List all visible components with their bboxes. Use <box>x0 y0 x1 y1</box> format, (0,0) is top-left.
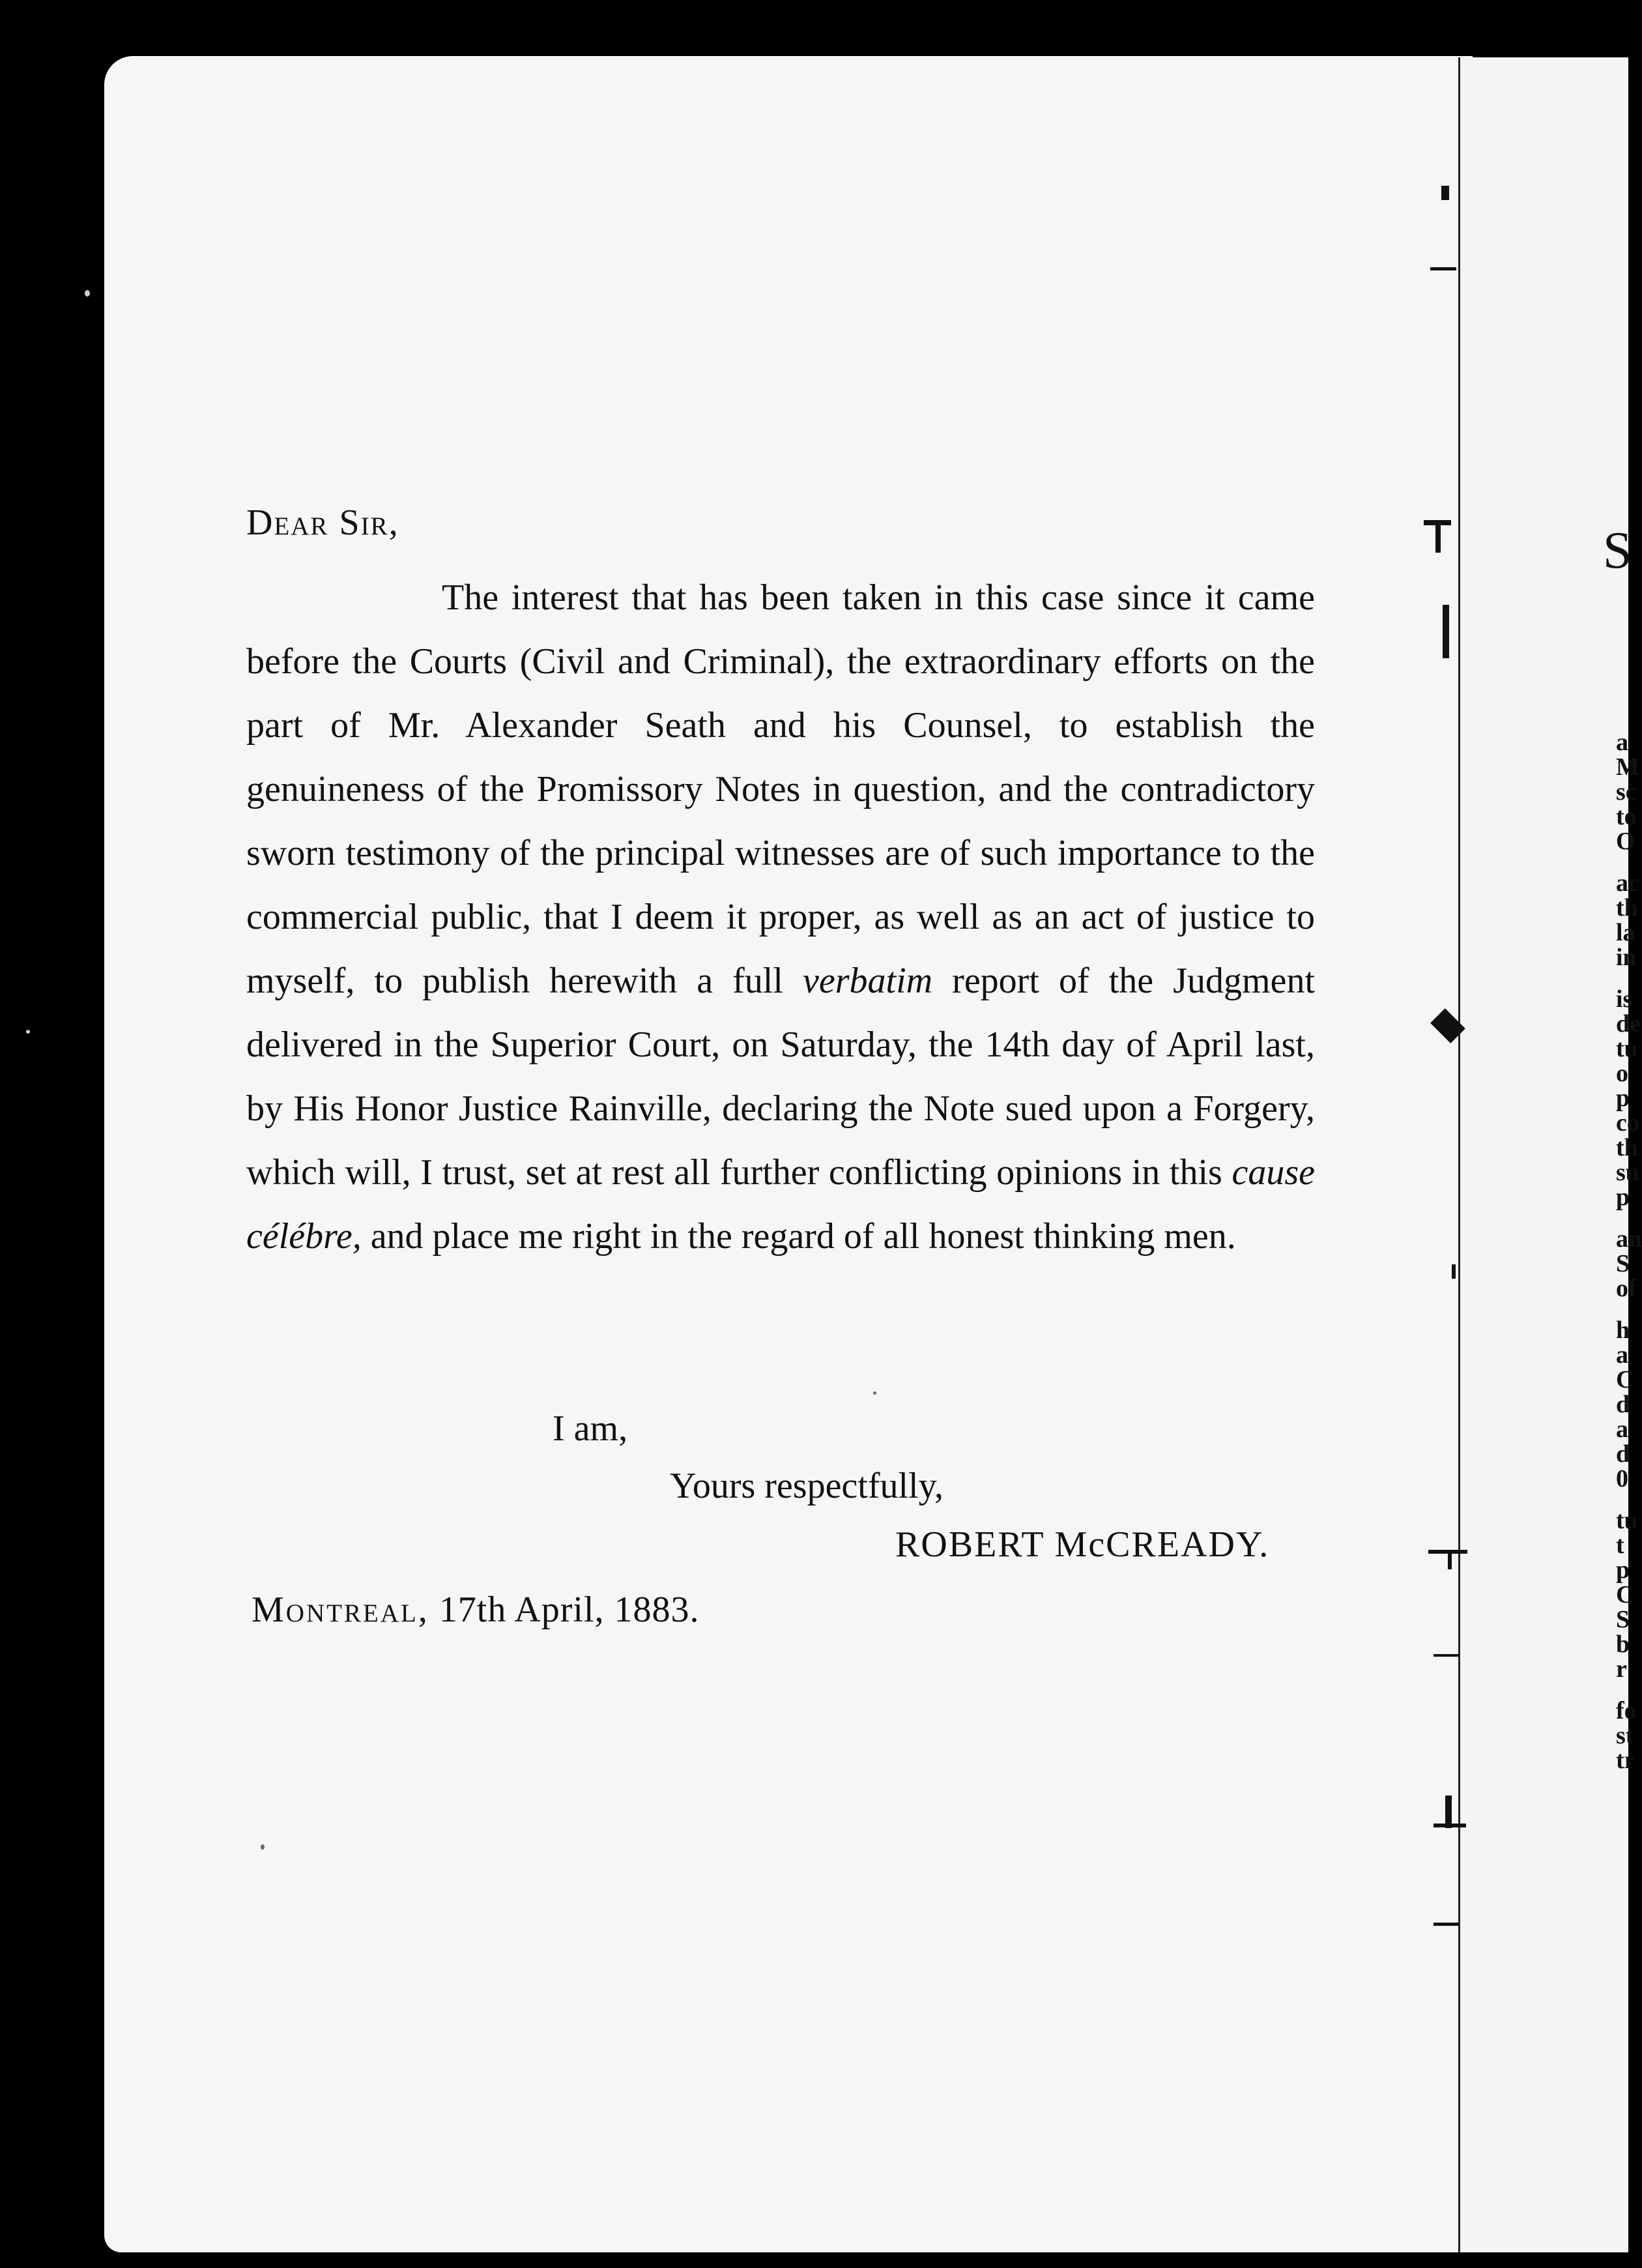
adjacent-page-edge <box>1458 57 1628 2252</box>
gutter-mark <box>1433 1654 1460 1657</box>
paper-speck <box>261 1844 265 1850</box>
adjacent-page-fragment: o <box>1616 1060 1628 1087</box>
adjacent-page-fragment: t <box>1616 1532 1624 1559</box>
adjacent-page-large-letter: S <box>1603 522 1632 579</box>
gutter-mark <box>1452 1264 1456 1279</box>
adjacent-page-fragment: tu <box>1616 1507 1638 1534</box>
adjacent-page-fragment: p <box>1616 1084 1630 1112</box>
letter-body <box>246 566 1315 1268</box>
gutter-mark <box>1443 605 1449 658</box>
adjacent-page-fragment: O <box>1616 828 1635 855</box>
gutter-mark <box>1430 267 1456 270</box>
adjacent-page-fragment: tu <box>1616 1035 1638 1062</box>
body-italic-verbatim: verbatim <box>803 961 933 1001</box>
adjacent-page-text-fragments <box>1616 730 1642 1773</box>
adjacent-page-fragment: th <box>1616 894 1638 922</box>
adjacent-page-fragment: an <box>1616 1225 1642 1253</box>
adjacent-page-fragment: S <box>1616 1606 1630 1633</box>
gutter-mark <box>1441 186 1449 200</box>
adjacent-page-fragment: la <box>1616 919 1635 946</box>
adjacent-page-fragment: C <box>1616 1366 1634 1393</box>
adjacent-page-fragment: to <box>1616 803 1637 830</box>
adjacent-page-fragment: fo <box>1616 1697 1637 1724</box>
body-text-2: report of the Judgment delivered in the Superior Court, on Saturday, the 14th day of April last, by His Honor Justice Rainville, declaring the Note sued upon a Forgery, which will, I trust, set at rest all further conflicting opinions in this <box>246 961 1316 1193</box>
adjacent-page-fragment: p <box>1616 1184 1630 1211</box>
closing-i-am: I am, <box>553 1408 628 1449</box>
dateline <box>252 1589 699 1631</box>
adjacent-page-fragment: tr <box>1616 1747 1635 1774</box>
adjacent-page-fragment: M <box>1616 753 1639 781</box>
adjacent-page-fragment: a <box>1616 1341 1628 1369</box>
adjacent-page-fragment: su <box>1616 1159 1639 1186</box>
adjacent-page-fragment: in <box>1616 944 1637 971</box>
date-place: Montreal, <box>252 1590 429 1630</box>
gutter-mark <box>1433 1824 1466 1827</box>
adjacent-page-fragment: de <box>1616 1010 1641 1038</box>
body-text-3: and place me right in the regard of all honest thinking men. <box>361 1216 1236 1257</box>
adjacent-page-fragment: d <box>1616 1391 1630 1418</box>
adjacent-page-fragment: a <box>1616 729 1628 756</box>
adjacent-page-fragment: p <box>1616 1556 1630 1584</box>
adjacent-page-fragment: a <box>1616 1416 1628 1443</box>
adjacent-page-fragment: sc <box>1616 778 1637 806</box>
body-text-1: The interest that has been taken in this case since it came before the Courts (Civil and Criminal), the extraordinary efforts on the part of Mr. Alexander Seath and his Counsel, to establish the genuineness of the Promissory Notes in question, and the contradictory sworn testimony of the principal witnesses are of such importance to the commercial public, that I deem it proper, as well as an act of justice to myself, to publish herewith a full <box>246 577 1315 1001</box>
adjacent-page-fragment: st <box>1616 1722 1634 1749</box>
adjacent-page-fragment: of <box>1616 1275 1637 1302</box>
paper-speck <box>85 290 90 297</box>
adjacent-page-fragment: r <box>1616 1655 1627 1683</box>
gutter-mark <box>1448 1550 1452 1569</box>
signature: ROBERT McCREADY. <box>895 1524 1270 1565</box>
adjacent-page-fragment: ac <box>1616 869 1639 897</box>
salutation: Dear Sir, <box>246 502 399 543</box>
closing-yours-respectfully: Yours respectfully, <box>670 1466 943 1506</box>
adjacent-page-fragment: b <box>1616 1631 1630 1658</box>
gutter-mark <box>1435 520 1441 553</box>
adjacent-page-fragment: th <box>1616 1134 1638 1161</box>
adjacent-page-fragment: h <box>1616 1316 1630 1344</box>
body-italic-cause-celebre: cause célébre, <box>246 1152 1315 1257</box>
adjacent-page-fragment: is <box>1616 985 1633 1013</box>
gutter-mark <box>1433 1923 1460 1926</box>
adjacent-page-fragment: co <box>1616 1109 1639 1137</box>
adjacent-page-fragment: S <box>1616 1250 1630 1277</box>
adjacent-page-fragment: 0 <box>1616 1465 1628 1492</box>
paper-speck <box>873 1391 876 1395</box>
date-text: 17th April, 1883. <box>429 1590 700 1630</box>
adjacent-page-fragment: d <box>1616 1440 1630 1468</box>
adjacent-page-fragment: C <box>1616 1581 1634 1608</box>
paper-speck <box>26 1030 30 1034</box>
